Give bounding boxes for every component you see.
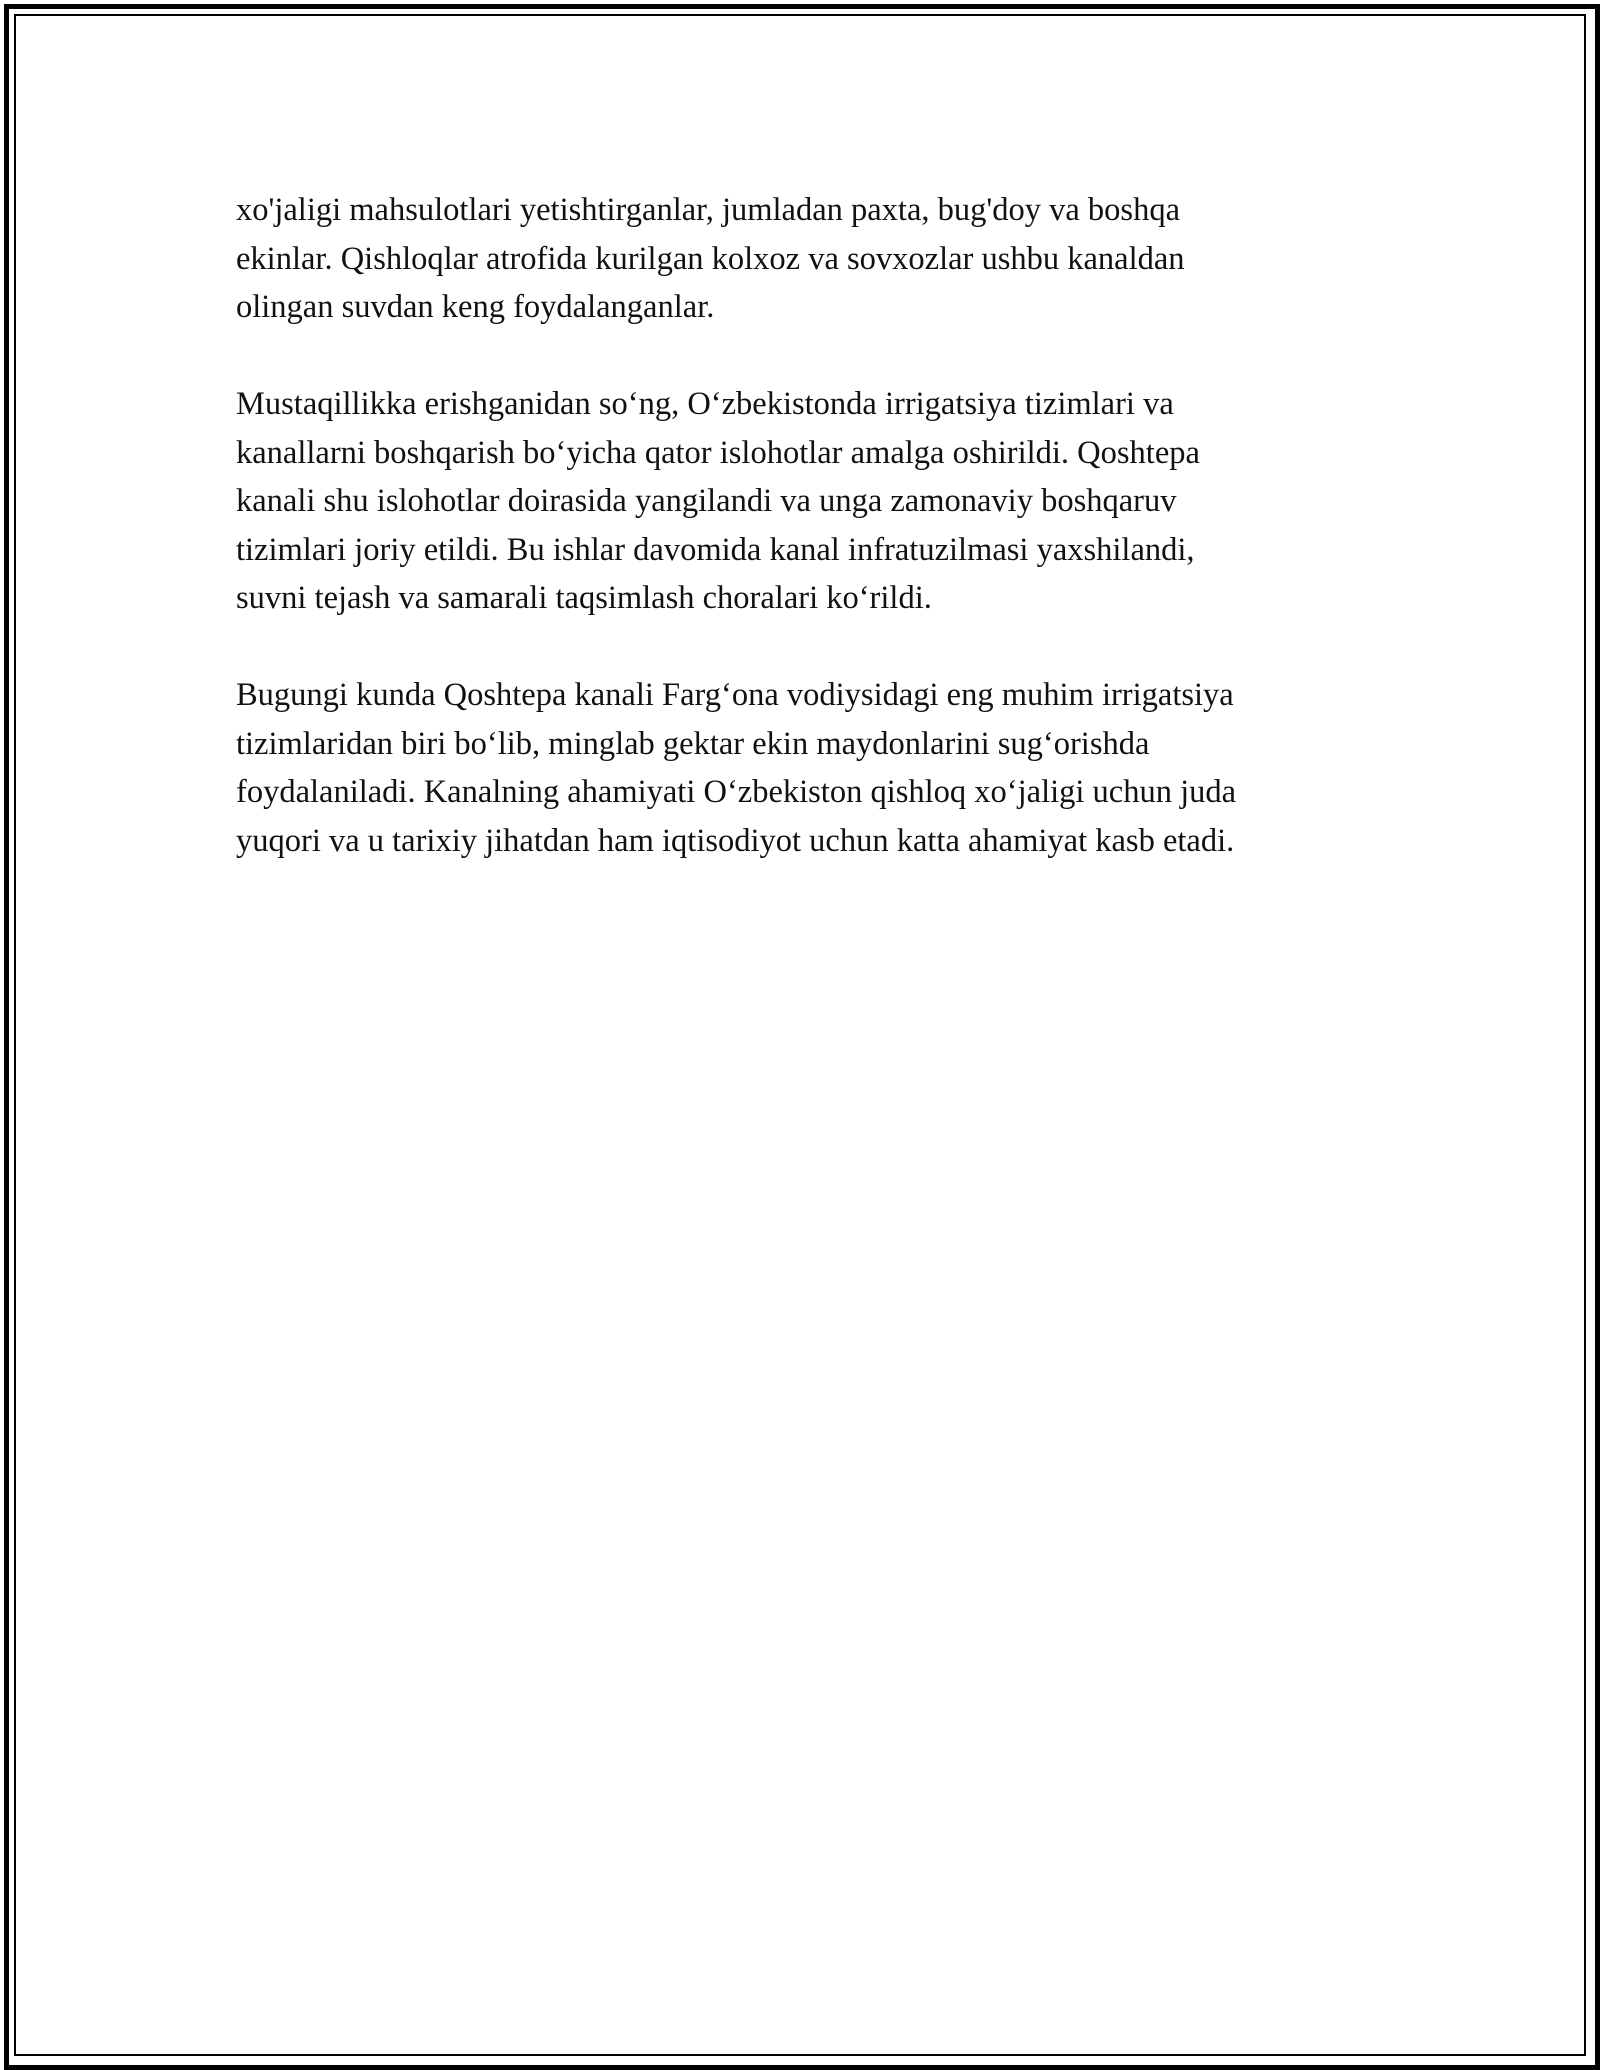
text-line: Bugungi kunda Qoshtepa kanali Farg‘ona vodiysidagi eng muhim irrigatsiya <box>236 677 1234 713</box>
paragraph <box>236 380 1396 623</box>
text-line: yuqori va u tarixiy jihatdan ham iqtisodiyot uchun katta ahamiyat kasb etadi. <box>236 822 1235 859</box>
text-line: olingan suvdan keng foydalanganlar. <box>236 289 715 325</box>
text-line: tizimlari joriy etildi. Bu ishlar davomida kanal infratuzilmasi yaxshilandi, <box>236 531 1195 568</box>
text-line: kanali shu islohotlar doirasida yangilandi va unga zamonaviy boshqaruv <box>236 483 1177 519</box>
text-line: kanallarni boshqarish bo‘yicha qator islohotlar amalga oshirildi. Qoshtepa <box>236 434 1200 471</box>
text-line: ekinlar. Qishloqlar atrofida kurilgan kolxoz va sovxozlar ushbu kanaldan <box>236 240 1185 277</box>
paragraph <box>236 671 1396 865</box>
text-line: tizimlaridan biri bo‘lib, minglab gektar ekin maydonlarini sug‘orishda <box>236 725 1150 762</box>
text-line: Mustaqillikka erishganidan so‘ng, O‘zbekistonda irrigatsiya tizimlari va <box>236 386 1174 422</box>
document-body <box>236 186 1396 914</box>
text-line: xo'jaligi mahsulotlari yetishtirganlar, jumladan paxta, bug'doy va boshqa <box>236 192 1180 228</box>
text-line: foydalaniladi. Kanalning ahamiyati O‘zbekiston qishloq xo‘jaligi uchun juda <box>236 774 1237 810</box>
paragraph <box>236 186 1396 332</box>
text-line: suvni tejash va samarali taqsimlash choralari ko‘rildi. <box>236 580 932 616</box>
